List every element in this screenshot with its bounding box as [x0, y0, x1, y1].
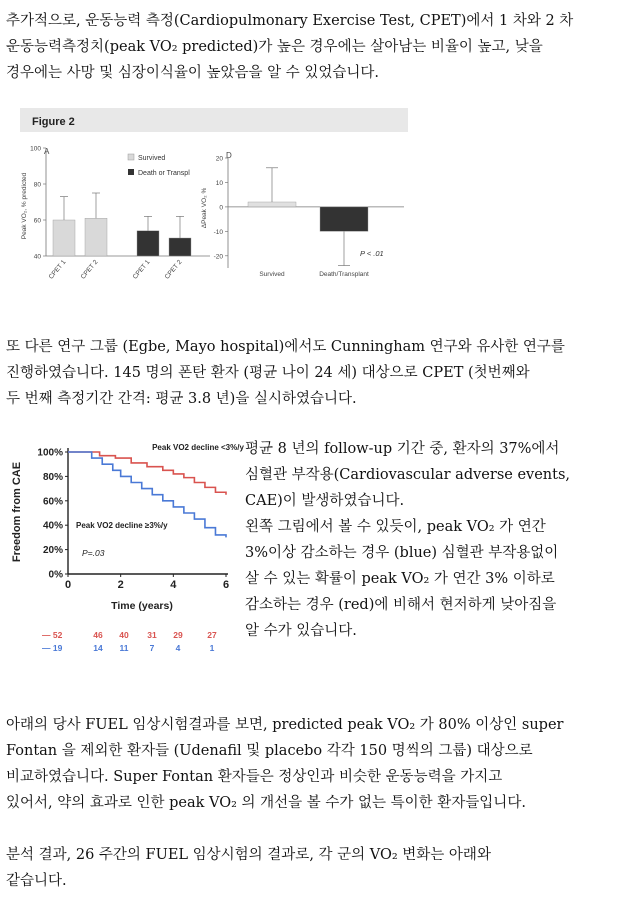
legend-swatch-survived [128, 154, 134, 160]
text-line: 추가적으로, 운동능력 측정(Cardiopulmonary Exercise Test, CPET)에서 1 차와 2 차 [6, 13, 574, 29]
risk-red-prefix: — 52 [42, 630, 63, 640]
cae-ytick-label: 80% [42, 471, 63, 483]
legend-death: Death or Transpl [138, 170, 190, 177]
text-line: 3%이상 감소하는 경우 (blue) 심혈관 부작용없이 [245, 545, 559, 561]
panel-a-bar [85, 218, 107, 256]
fourth-paragraph [6, 842, 491, 894]
second-paragraph [6, 334, 565, 412]
risk-blue-value: 14 [93, 643, 103, 653]
text-line: 비교하였습니다. Super Fontan 환자들은 정상인과 비슷한 운동능력을 가지고 [6, 769, 503, 785]
risk-red-value: 27 [207, 630, 217, 640]
risk-table [42, 630, 217, 653]
figure-label: Figure 2 [32, 116, 75, 128]
text-line: 두 번째 측정기간 간격: 평균 3.8 년)을 실시하였습니다. [6, 391, 357, 407]
cae-pvalue: P=.03 [82, 548, 105, 558]
panel-d-ytick-label: 0 [219, 204, 223, 212]
panel-d-chart [201, 151, 404, 278]
cae-label-blue: Peak VO2 decline ≥3%/y [76, 521, 168, 530]
panel-d-letter: D [226, 151, 232, 160]
risk-blue-value: 4 [175, 643, 181, 653]
cae-survival-chart [6, 434, 244, 660]
panel-a-xtick-label: CPET 1 [131, 258, 152, 281]
panel-a-bar [137, 231, 159, 256]
cae-description [245, 436, 570, 644]
panel-d-bar [248, 202, 296, 207]
cae-ytick-label: 60% [42, 496, 63, 508]
text-line: 살 수 있는 확률이 peak VO₂ 가 연간 3% 이하로 [245, 571, 555, 587]
cae-ytick-label: 20% [42, 545, 63, 557]
cae-xtick-label: 4 [170, 579, 177, 591]
text-line: 감소하는 경우 (red)에 비해서 현저하게 낮아짐을 [245, 597, 557, 613]
panel-a-letter: A [44, 147, 50, 156]
risk-blue-value: 7 [149, 643, 155, 653]
legend-swatch-death [128, 169, 134, 175]
text-line: 아래의 당사 FUEL 임상시험결과를 보면, predicted peak VO₂ 가 80% 이상인 super [6, 717, 564, 733]
text-line: 같습니다. [6, 873, 67, 889]
panel-a-ytick-label: 40 [33, 253, 41, 261]
risk-blue-prefix: — 19 [42, 643, 63, 653]
cae-xlabel: Time (years) [111, 600, 173, 612]
cae-ytick-label: 0% [48, 569, 63, 581]
panel-a-bar [169, 238, 191, 256]
text-line: 평균 8 년의 follow-up 기간 중, 환자의 37%에서 [245, 441, 560, 457]
cae-xtick-label: 0 [64, 579, 72, 591]
panel-a-chart [21, 146, 210, 281]
cae-ylabel: Freedom from CAE [11, 461, 23, 563]
cae-plot-area [37, 448, 229, 592]
legend-survived: Survived [138, 155, 166, 162]
text-line: 또 다른 연구 그룹 (Egbe, Mayo hospital)에서도 Cunningham 연구와 유사한 연구를 [6, 339, 565, 355]
panel-a-bar [53, 220, 75, 256]
text-line: 심혈관 부작용(Cardiovascular adverse events, [245, 467, 571, 483]
panel-a-ytick-label: 100 [30, 145, 41, 153]
panel-a-ytick-label: 80 [33, 181, 41, 189]
text-line: 알 수가 있습니다. [245, 623, 357, 639]
panel-d-ylabel: ΔPeak VO₂ % [201, 187, 208, 229]
text-line: 진행하였습니다. 145 명의 폰탄 환자 (평균 나이 24 세) 대상으로 CPET (첫번째와 [6, 365, 530, 381]
risk-blue-value: 11 [119, 643, 129, 653]
text-line: 왼쪽 그림에서 볼 수 있듯이, peak VO₂ 가 연간 [245, 519, 546, 535]
panel-d-bar [320, 207, 368, 231]
panel-a-ytick-label: 60 [33, 217, 41, 225]
panel-d-xtick-label: Death/Transplant [319, 271, 369, 278]
risk-red-value: 46 [93, 630, 103, 640]
text-line: Fontan 을 제외한 환자들 (Udenafil 및 placebo 각각 150 명씩의 그룹) 대상으로 [6, 743, 533, 759]
text-line: 경우에는 사망 및 심장이식율이 높았음을 알 수 있었습니다. [6, 65, 380, 81]
panel-d-ytick-label: 20 [215, 155, 223, 163]
third-paragraph [6, 712, 563, 816]
panel-d-ytick-label: 10 [215, 179, 223, 187]
intro-paragraph [6, 8, 573, 86]
figure-header-bar [20, 108, 408, 132]
cae-xtick-label: 2 [117, 579, 124, 591]
cae-xtick-label: 6 [222, 579, 230, 591]
text-line: 분석 결과, 26 주간의 FUEL 임상시험의 결과로, 각 군의 VO₂ 변화는 아래와 [6, 847, 491, 863]
risk-red-value: 40 [119, 630, 129, 640]
risk-red-value: 29 [173, 630, 183, 640]
panel-d-pvalue: P < .01 [360, 249, 384, 258]
risk-red-value: 31 [147, 630, 157, 640]
cae-label-red: Peak VO2 decline <3%/y [152, 443, 244, 452]
text-line: 운동능력측정치(peak VO₂ predicted)가 높은 경우에는 살아남는 비율이 높고, 낮을 [6, 39, 543, 55]
panel-a-xtick-label: CPET 2 [79, 258, 100, 281]
cae-ytick-label: 40% [42, 520, 63, 532]
panel-a-xtick-label: CPET 1 [47, 258, 68, 281]
panel-d-ytick-label: -10 [213, 228, 223, 236]
cae-ytick-label: 100% [37, 447, 63, 459]
panel-d-ytick-label: -20 [213, 253, 223, 261]
figure-2 [20, 108, 408, 288]
text-line: CAE)이 발생하였습니다. [245, 493, 405, 509]
text-line: 있어서, 약의 효과로 인한 peak VO₂ 의 개선을 볼 수가 없는 특이한 환자들입니다. [6, 795, 526, 811]
panel-a-ylabel: Peak VO₂, % predicted [21, 172, 28, 240]
panel-d-xtick-label: Survived [259, 271, 285, 278]
risk-blue-value: 1 [209, 643, 215, 653]
panel-a-xtick-label: CPET 2 [163, 258, 184, 281]
